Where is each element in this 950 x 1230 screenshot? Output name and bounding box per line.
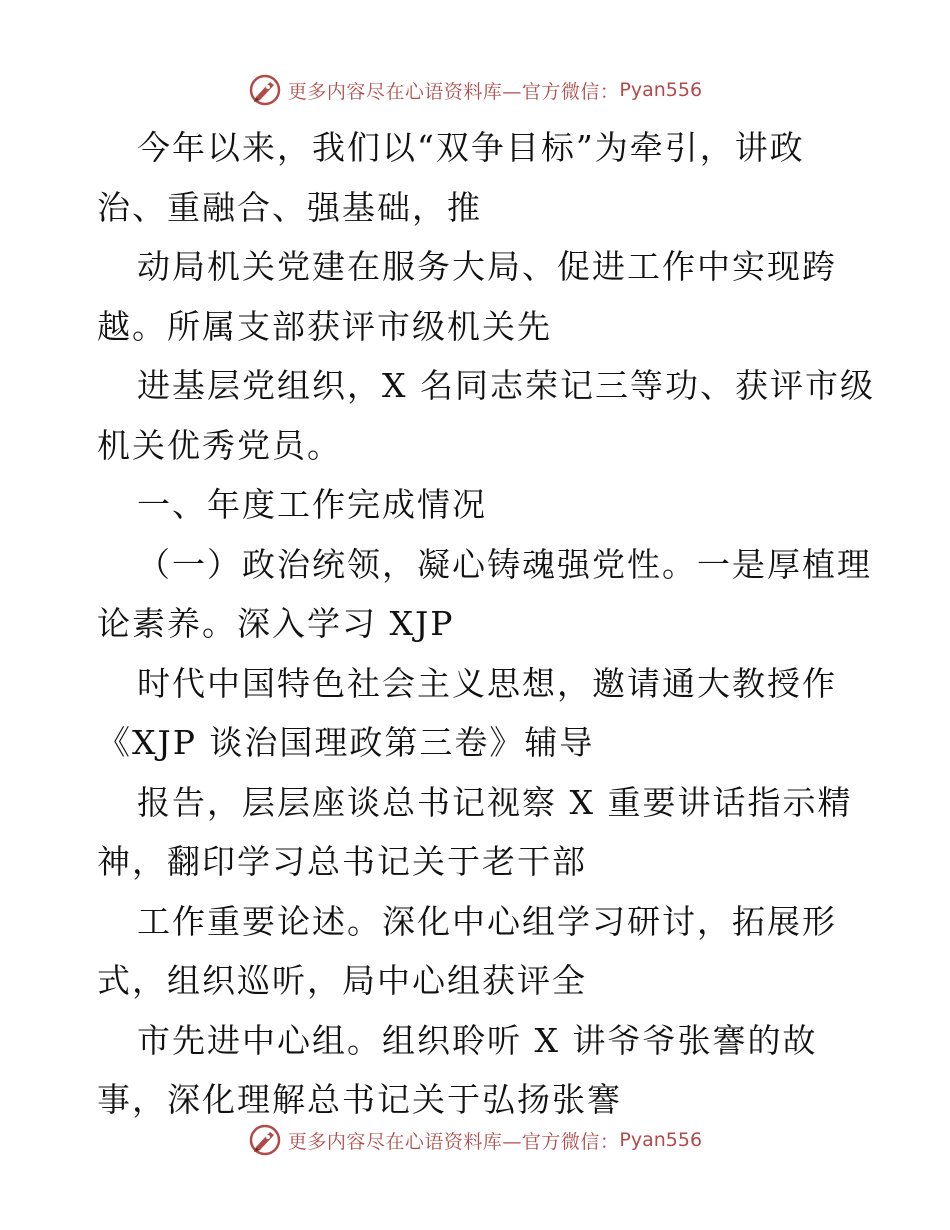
- document-body: [97, 118, 875, 1130]
- watermark-text: 更多内容尽在心语资料库—官方微信：: [287, 1130, 620, 1153]
- subsection-heading-line: （一）政治统领，凝心铸魂强党性。一是厚植理: [137, 544, 872, 584]
- paragraph-line: 工作重要论述。深化中心组学习研讨，拓展形: [137, 901, 837, 941]
- paragraph-line: 进基层党组织，X 名同志荣记三等功、获评市级: [137, 366, 875, 405]
- paragraph-line: 治、重融合、强基础，推: [97, 187, 482, 227]
- paragraph-line: 越。所属支部获评市级机关先: [97, 306, 552, 346]
- watermark-text: 更多内容尽在心语资料库—官方微信：: [287, 80, 620, 103]
- paragraph-line: 市先进中心组。组织聆听 X 讲爷爷张謇的故: [137, 1020, 818, 1060]
- paragraph-line: 报告，层层座谈总书记视察 X 重要讲话指示精: [137, 782, 853, 822]
- pen-logo-icon: [248, 1123, 282, 1157]
- paragraph-line: 动局机关党建在服务大局、促进工作中实现跨: [137, 247, 837, 286]
- section-heading: 一、年度工作完成情况: [137, 485, 487, 524]
- paragraph-line: 机关优秀党员。: [97, 425, 342, 465]
- footer-watermark: [0, 1120, 950, 1160]
- paragraph-line: 《XJP 谈治国理政第三卷》辅导: [97, 723, 595, 762]
- paragraph-line: 神，翻印学习总书记关于老干部: [97, 842, 587, 881]
- paragraph-line: 论素养。深入学习 XJP: [97, 604, 455, 643]
- pen-logo-icon: [248, 73, 282, 107]
- paragraph-line: 式，组织巡听，局中心组获评全: [97, 961, 587, 1000]
- paragraph-line: 事，深化理解总书记关于弘扬张謇: [97, 1080, 622, 1119]
- header-watermark: [0, 70, 950, 110]
- watermark-wechat-id: Pyan556: [619, 79, 703, 101]
- watermark-wechat-id: Pyan556: [619, 1129, 703, 1151]
- paragraph-line: 今年以来，我们以“双争目标”为牵引，讲政: [137, 128, 805, 167]
- paragraph-line: 时代中国特色社会主义思想，邀请通大教授作: [137, 663, 837, 703]
